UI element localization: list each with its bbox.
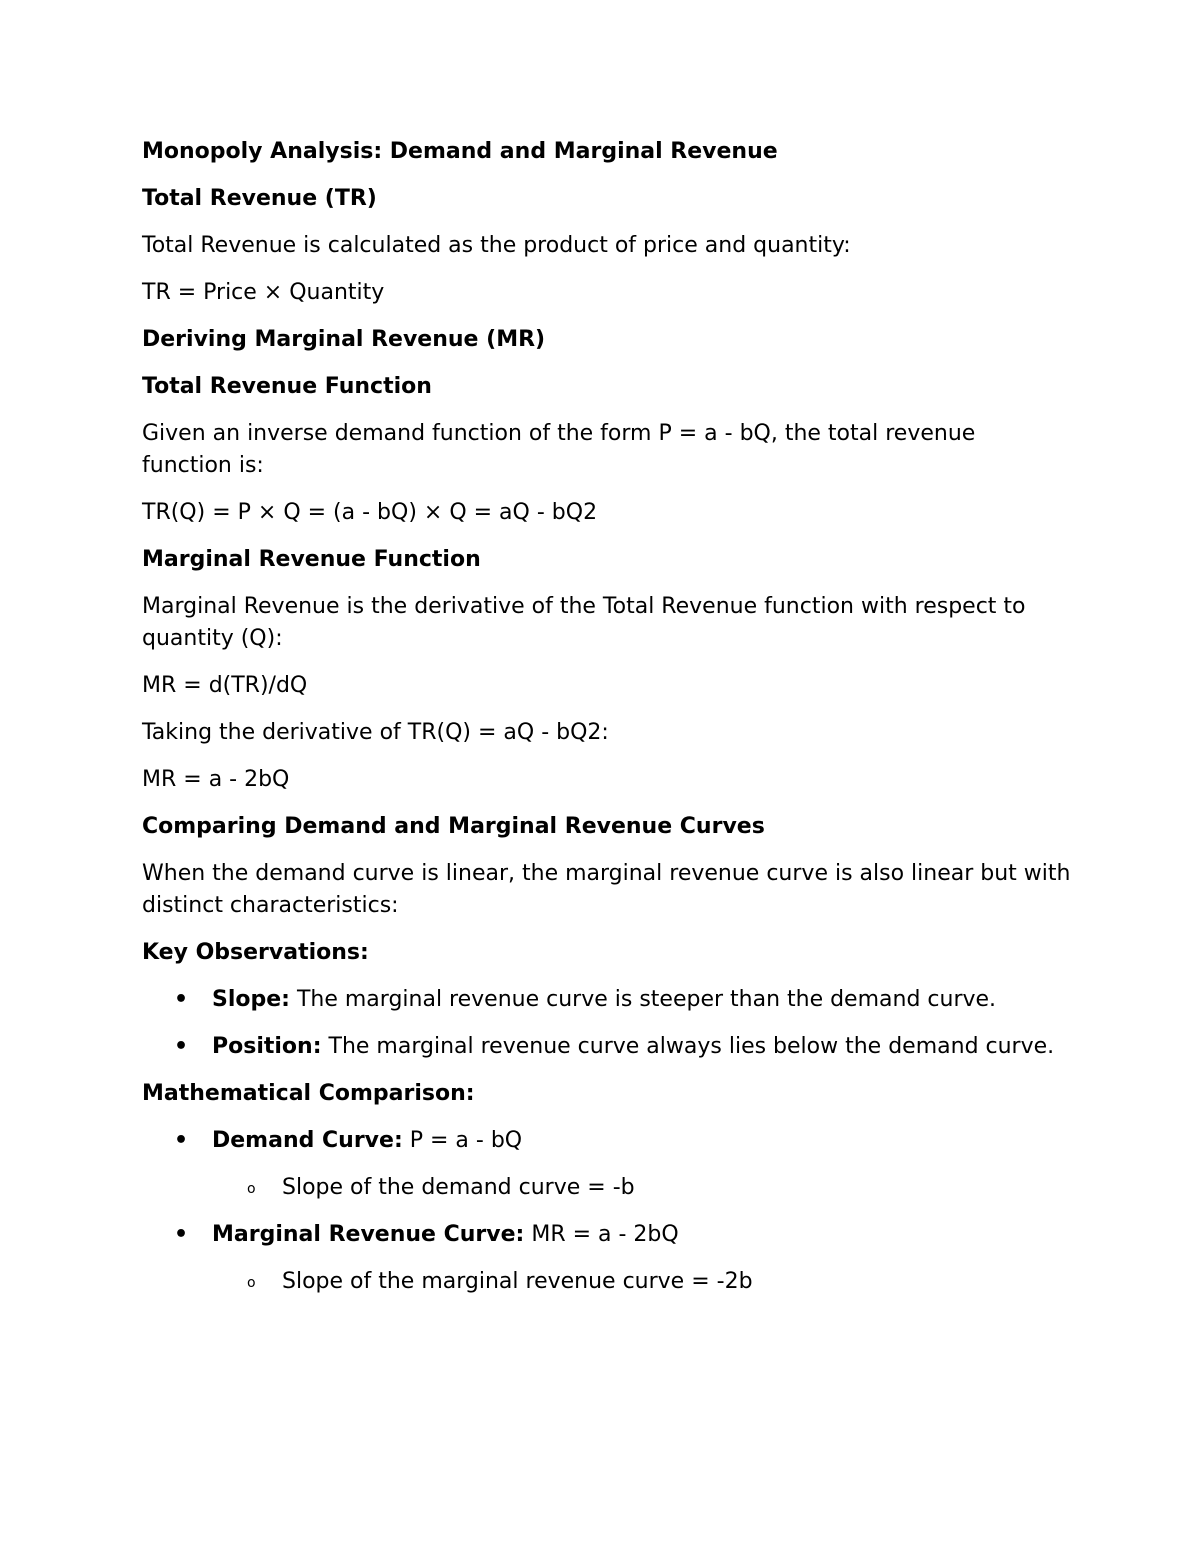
- tr-formula: TR = Price × Quantity: [142, 280, 385, 305]
- document-title: Monopoly Analysis: Demand and Marginal Revenue: [142, 139, 778, 164]
- observation-label: Position:: [212, 1034, 322, 1059]
- bullet-icon: •: [174, 1034, 189, 1059]
- list-item: [142, 1125, 1072, 1204]
- compare-heading: Comparing Demand and Marginal Revenue Curves: [142, 814, 765, 839]
- observation-text: The marginal revenue curve always lies below the demand curve.: [321, 1034, 1055, 1059]
- observation-label: Slope:: [212, 987, 290, 1012]
- list-item: [142, 984, 1072, 1016]
- list-item: [142, 1219, 1072, 1298]
- mrf-heading: Marginal Revenue Function: [142, 547, 481, 572]
- curve-label: Demand Curve:: [212, 1128, 403, 1153]
- slope-text: Slope of the demand curve = -b: [282, 1175, 635, 1200]
- mr-heading: Deriving Marginal Revenue (MR): [142, 327, 546, 352]
- slope-text: Slope of the marginal revenue curve = -2b: [282, 1269, 753, 1294]
- key-observations-list: [142, 984, 1072, 1063]
- sub-list-item: [212, 1172, 1072, 1204]
- mrf-formula: MR = d(TR)/dQ: [142, 673, 308, 698]
- math-comparison-list: [142, 1125, 1072, 1298]
- key-observations-heading: Key Observations:: [142, 940, 369, 965]
- sub-list: [212, 1172, 1072, 1204]
- trf-text: Given an inverse demand function of the form P = a - bQ, the total revenue function is:: [142, 421, 976, 478]
- math-comparison-heading: Mathematical Comparison:: [142, 1081, 475, 1106]
- curve-equation: P = a - bQ: [402, 1128, 523, 1153]
- derivative-text: Taking the derivative of TR(Q) = aQ - bQ2:: [142, 720, 609, 745]
- mrf-text: Marginal Revenue is the derivative of the Total Revenue function with respect to quantity (Q):: [142, 594, 1026, 651]
- mr-result: MR = a - 2bQ: [142, 767, 290, 792]
- circle-bullet-icon: o: [247, 1275, 256, 1291]
- list-item: [142, 1031, 1072, 1063]
- trf-heading: Total Revenue Function: [142, 374, 432, 399]
- sub-list-item: [212, 1266, 1072, 1298]
- document-page: [142, 136, 1072, 1313]
- observation-text: The marginal revenue curve is steeper than the demand curve.: [289, 987, 997, 1012]
- trf-formula: TR(Q) = P × Q = (a - bQ) × Q = aQ - bQ2: [142, 500, 598, 525]
- curve-label: Marginal Revenue Curve:: [212, 1222, 525, 1247]
- sub-list: [212, 1266, 1072, 1298]
- bullet-icon: •: [174, 987, 189, 1012]
- circle-bullet-icon: o: [247, 1181, 256, 1197]
- bullet-icon: •: [174, 1128, 189, 1153]
- bullet-icon: •: [174, 1222, 189, 1247]
- tr-heading: Total Revenue (TR): [142, 186, 377, 211]
- tr-text: Total Revenue is calculated as the product of price and quantity:: [142, 233, 851, 258]
- compare-text: When the demand curve is linear, the marginal revenue curve is also linear but with distinct characteristics:: [142, 861, 1071, 918]
- curve-equation: MR = a - 2bQ: [524, 1222, 679, 1247]
